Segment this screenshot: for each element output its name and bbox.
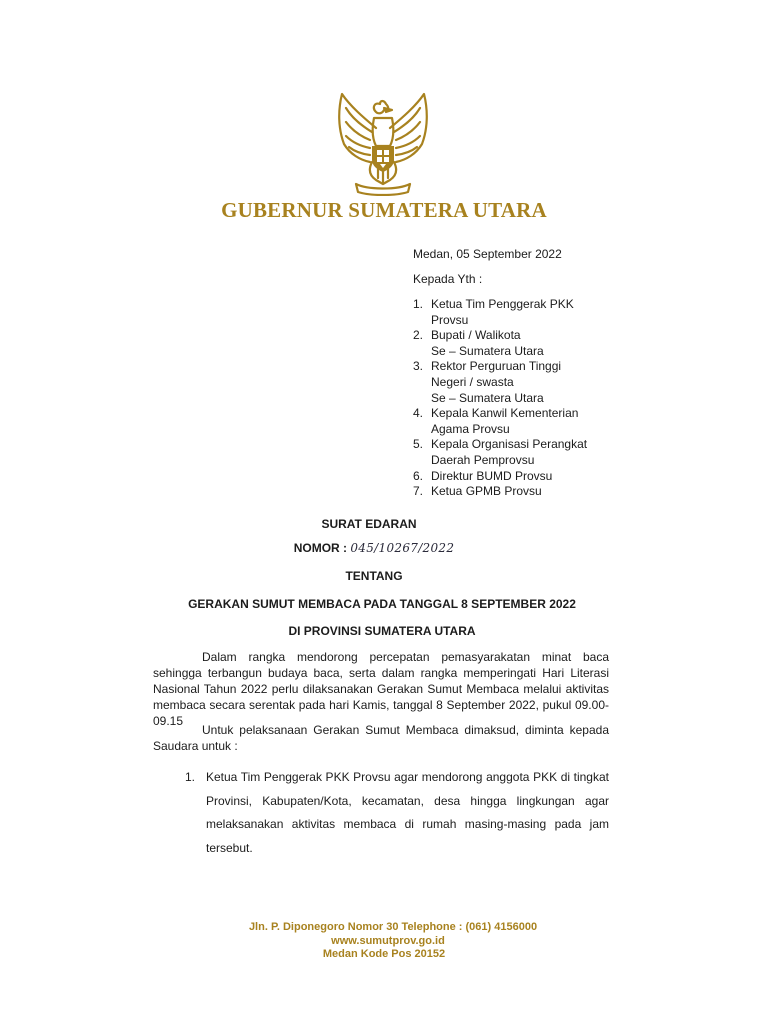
addressee-label: Kepada Yth : <box>413 272 483 286</box>
recipient-text: Ketua GPMB Provsu <box>431 484 542 499</box>
recipient-item <box>413 328 587 359</box>
recipient-number: 1. <box>413 297 424 311</box>
document-number <box>0 541 758 555</box>
recipient-text: Kepala Organisasi Perangkat Daerah Pemprovsu <box>431 437 588 467</box>
recipient-number: 4. <box>413 406 424 421</box>
recipient-text: Rektor Perguruan Tinggi Negeri / swasta Se – Sumatera Utara <box>431 359 562 405</box>
document-number-label: NOMOR : <box>293 541 348 555</box>
recipient-text: Direktur BUMD Provsu <box>431 468 553 483</box>
document-number-value: 045/10267/2022 <box>350 541 455 555</box>
recipient-item <box>413 359 587 406</box>
subject-line-1: GERAKAN SUMUT MEMBACA PADA TANGGAL 8 SEPTEMBER 2022 <box>188 597 576 611</box>
subject-line-2: DI PROVINSI SUMATERA UTARA <box>288 624 476 638</box>
recipient-number: 7. <box>413 484 424 499</box>
footer-contact <box>0 921 768 962</box>
tentang-heading: TENTANG <box>345 569 403 583</box>
document-type: SURAT EDARAN <box>321 517 417 531</box>
recipient-number: 6. <box>413 468 424 483</box>
footer-website: www.sumutprov.go.id <box>331 934 445 947</box>
instruction-item-text: Ketua Tim Penggerak PKK Provsu agar mendorong anggota PKK di tingkat Provinsi, Kabupaten/Kota, kecamatan, desa hingga lingkungan agar melaksanakan aktivitas membaca di rumah masing-masing pada jam tersebut. <box>206 770 609 855</box>
garuda-emblem-icon <box>328 88 438 196</box>
letter-date: Medan, 05 September 2022 <box>413 247 562 261</box>
recipient-text: Bupati / Walikota Se – Sumatera Utara <box>431 328 544 358</box>
footer-postal: Medan Kode Pos 20152 <box>322 948 446 960</box>
recipient-text: Kepala Kanwil Kementerian Agama Provsu <box>431 406 579 436</box>
recipient-number: 3. <box>413 359 424 374</box>
recipient-text: Ketua Tim Penggerak PKK Provsu <box>431 297 574 327</box>
recipient-item <box>413 406 587 437</box>
recipient-number: 2. <box>413 328 424 343</box>
instruction-item-1 <box>185 766 609 860</box>
institution-title: GUBERNUR SUMATERA UTARA <box>221 198 547 222</box>
footer-address: Jln. P. Diponegoro Nomor 30 Telephone : (061) 4156000 <box>248 921 538 933</box>
body-paragraph-1: Dalam rangka mendorong percepatan pemasyarakatan minat baca sehingga terbangun budaya baca, serta dalam rangka memperingati Hari Literasi Nasional Tahun 2022 perlu dilaksanakan Gerakan Sumut Membaca melalui aktivitas membaca secara serentak pada hari Kamis, tanggal 8 September 2022, pukul 09.00-09.15 <box>153 650 609 728</box>
recipient-item <box>413 297 587 328</box>
recipient-item <box>413 484 587 500</box>
body-paragraph-2: Untuk pelaksanaan Gerakan Sumut Membaca dimaksud, diminta kepada Saudara untuk : <box>153 723 609 753</box>
recipient-number: 5. <box>413 437 424 452</box>
recipient-item <box>413 437 587 468</box>
recipient-list <box>413 297 587 500</box>
recipient-item <box>413 469 587 485</box>
instruction-item-number: 1. <box>185 770 196 784</box>
